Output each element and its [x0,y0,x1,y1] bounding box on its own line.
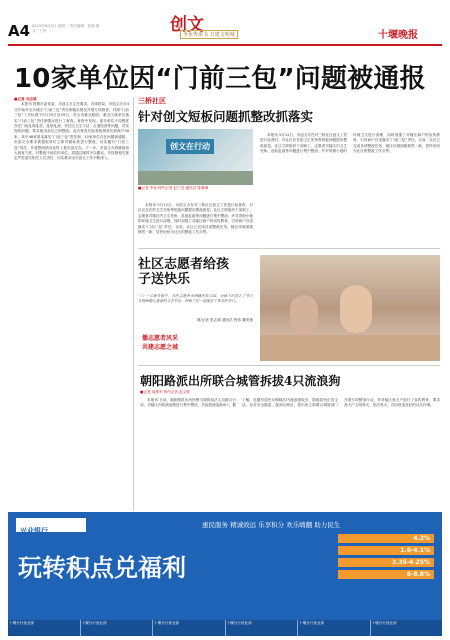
ad-branch-cell: 十堰分行营业部 [226,620,299,636]
story2-photo-sign: 创文在行动 [166,139,214,154]
story2-photo-ground [138,171,253,185]
story3-tag-line1: 播志愿者风采 [142,335,179,342]
story3-tag [142,333,222,351]
story3-tag-line2: 共建志愿之城 [142,344,179,351]
story2-headline: 针对创文短板问题抓整改抓落实 [138,109,314,124]
lower-divider [138,365,440,366]
page-header [0,0,450,44]
story4-byline: ■记者 周维军 特约记者 赵文胜 [140,390,190,394]
ad-rates [338,534,434,579]
story2-byline: ■记者 李伟 特约记者 赵兰亮 通讯员 陈琳琳 [138,186,209,190]
ad-branch-cell: 十堰分行营业部 [81,620,154,636]
ad-rate-1: 4.2% [338,534,434,543]
page-number: A4 [8,22,31,40]
ad-rate-4: 6-8.8% [338,570,434,579]
ad-banner [8,512,442,636]
ad-rate-3: 3.35-4.25% [338,558,434,567]
story4-body: 本报讯 日前，朝阳路派出所民警与城管执法人员联合行动，对辖区内的流浪狗进行集中整治，共拆拔流浪狗4只。据了解，近期有居民反映辖区内流浪狗较多，影响居民正常生活，存在安全隐患。接到反映后，派出所立即联合城管部门开展专项整治行动，并对辖区养犬户进行了宣传教育，要求养犬户文明养犬，依法养犬，共同营造良好的社区环境。 [140,398,440,408]
story3-photo-child-b [340,285,372,333]
main-byline: ■记者 吴志斌 [14,97,37,101]
ad-branch-cell: 十堰分行营业部 [8,620,81,636]
story3-headline [138,257,238,287]
ad-bank-logo [16,518,86,535]
story2-body-b: 本报讯 5月12日，市创文办在对三桥社区创文工作进行检查时，对社区存在的卫生死角等短板问题提出整改意见。社区立即组织干部职工、志愿者对辖区内卫生死角、乱贴乱画等问题进行集中整治，并对背街小巷的环境卫生进行清理，同时加强了对辖区商户的宣传教育，引导商户自觉落实“门前三包”责任。目前，社区已完成各项整改任务，辖区环境面貌焕然一新，居民纷纷为社区的整改工作点赞。 [260,133,440,154]
story3-photo [260,255,440,361]
story3-photo-child-a [290,295,318,335]
ad-branch-cell: 十堰分行营业部 [371,621,397,625]
story2-body-a: 本报讯 5月12日，市创文办在对三桥社区创文工作进行检查时，对社区存在的卫生死角等短板问题提出整改意见。社区立即组织干部职工、志愿者对辖区内卫生死角、乱贴乱画等问题进行集中整治，并对背街小巷的环境卫生进行清理，同时加强了对辖区商户的宣传教育，引导商户自觉落实“门前三包”责任。目前，社区已完成各项整改任务，辖区环境面貌焕然一新，居民纷纷为社区的整改工作点赞。 [138,203,253,235]
main-body: 本报讯 按照市委常委、市创文办主任要求，市城管局、市创文办自4月开始对全市城区“门前三包”责任制落实情况开展专项督查，对照“门前三包”工作标准于5月25日至29日，对全市重点路段、重点区域单位落实“门前三包”责任制情况进行了督查。督查中发现，部分单位不同程度存在门前乱堆乱放、乱贴乱画、责任区卫生不洁、占道经营等问题，对发现的问题，要求相关单位立即整改。此次督查共检查临街单位和商户58家，其中48家基本落实“门前三包”责任制，10家单位存在问题被通报。市创文办要求被通报单位立即对照标准进行整改，切实履行“门前三包”责任，并将整改情况及时上报市创文办。下一步，市创文办将继续加大督查力度，对整改不到位的单位，将通过媒体予以曝光，并按照相关规定严肃追究相关人员责任，切实推动全市创文工作不断深入。 [14,102,129,161]
story4-headline: 朝阳路派出所联合城管拆拔4只流浪狗 [140,374,341,388]
ad-branch-cell: 十堰分行营业部 [298,620,371,636]
ad-slogan: 惠民服务 精诚致远 乐享积分 欢乐嗨翻 助力民生 [202,521,341,529]
dateline: 2015年6月2日 星期二 责任编辑：张淑 版式：王丹 [32,24,100,33]
ad-branch-row [8,620,442,636]
ad-bank-name: 兴业银行 [20,527,48,535]
mid-divider [138,248,440,249]
header-rule [8,44,442,46]
story2-photo [138,129,253,185]
main-headline: 10家单位因“门前三包”问题被通报 [14,64,426,94]
section-slogan: 争优秀委书 且建文明城 [180,30,238,39]
ad-rate-2: 1.6-4.1% [338,546,434,555]
paper-logo: 十堰晚报 [378,30,418,41]
story3-photo-table [260,335,440,361]
story3-caption: “六一”儿童节前夕，社区志愿者来到辖区幼儿园，为孩子们送去了节日礼物和精心准备的文艺节目，和孩子们一起度过了欢乐的节日。 [138,294,253,304]
main-story [14,97,129,565]
section-title: 创文 [170,15,204,35]
ad-headline: 玩转积点兑福利 [18,554,186,582]
story3-title: 社区志愿者给孩子送快乐 [138,257,230,287]
ad-branch-cell: 十堰分行营业部 [153,620,226,636]
story3-credit: 图/记者 张志斌 通讯员 程伟 戴美艳 [196,318,253,322]
column-divider [133,97,134,511]
story2-kicker: 三桥社区 [138,97,166,105]
